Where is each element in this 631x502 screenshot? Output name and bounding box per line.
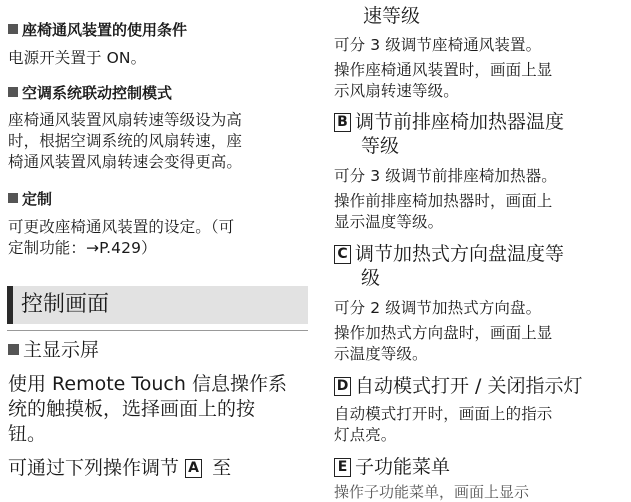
paragraph-ac-link	[8, 110, 242, 173]
heading-text: 调节加热式方向盘温度等	[355, 243, 565, 265]
text: 可通过下列操作调节	[8, 457, 180, 479]
line: 钮。	[8, 423, 47, 445]
label-box-e: E	[334, 458, 351, 477]
heading-main-display	[8, 338, 99, 362]
heading-ac-link-mode	[8, 83, 172, 103]
square-bullet-icon	[8, 344, 19, 355]
heading-text: 等级	[361, 135, 400, 157]
line: 操作座椅通风装置时，画面上显	[334, 61, 553, 79]
label-box-d: D	[334, 377, 351, 396]
heading-customize	[8, 189, 52, 209]
paragraph-power-on: 电源开关置于 ON。	[8, 49, 147, 67]
line: 可分 3 级调节前排座椅加热器。	[334, 167, 557, 185]
heading-text: 子功能菜单	[355, 456, 451, 478]
line: 可更改座椅通风装置的设定。（可	[8, 218, 235, 236]
line: 椅通风装置风扇转速会变得更高。	[8, 153, 243, 171]
square-bullet-icon	[8, 193, 18, 203]
heading-text: 调节前排座椅加热器温度	[355, 111, 565, 133]
heading-item-c	[334, 242, 564, 290]
line: 座椅通风装置风扇转速等级设为高	[8, 111, 243, 129]
heading-continued: 速等级	[363, 5, 421, 27]
heading-usage-conditions	[8, 20, 187, 40]
label-box-b: B	[334, 113, 351, 132]
title-accent	[7, 286, 13, 324]
line: 时，根据空调系统的风扇转速，座	[8, 132, 243, 150]
paragraph-remote-touch	[8, 372, 287, 447]
line: 灯点亮。	[334, 426, 397, 444]
heading-text: 定制	[22, 190, 53, 208]
line: 自动模式打开时，画面上的指示	[334, 405, 553, 423]
line: 操作前排座椅加热器时，画面上	[334, 192, 553, 210]
line: 操作加热式方向盘时，画面上显	[334, 324, 553, 342]
heading-item-b	[334, 110, 564, 158]
line: 统的触摸板，选择画面上的按	[8, 398, 256, 420]
label-box-c: C	[334, 245, 351, 264]
paragraph-ventilation	[334, 35, 552, 102]
heading-text: 主显示屏	[23, 339, 100, 361]
line: 使用 Remote Touch 信息操作系	[8, 373, 287, 395]
line: 示风扇转速等级。	[334, 82, 459, 100]
heading-item-d	[334, 374, 582, 398]
section-title: 控制画面	[21, 292, 110, 317]
heading-text: 自动模式打开 / 关闭指示灯	[355, 375, 583, 397]
heading-text: 级	[361, 267, 381, 289]
square-bullet-icon	[8, 87, 18, 97]
line-page-ref: 定制功能：→P.429）	[8, 239, 157, 257]
square-bullet-icon	[8, 24, 18, 34]
paragraph-item-d	[334, 404, 552, 446]
paragraph-item-c	[334, 298, 552, 365]
clipped-next-line	[334, 478, 624, 501]
paragraph-adjust	[8, 456, 231, 480]
heading-text: 座椅通风装置的使用条件	[22, 21, 188, 39]
section-title-bar	[7, 286, 308, 324]
paragraph-item-b	[334, 166, 557, 233]
heading-text: 空调系统联动控制模式	[22, 84, 173, 102]
line: 示温度等级。	[334, 345, 428, 363]
line: 显示温度等级。	[334, 213, 444, 231]
text: 至	[212, 457, 232, 479]
line: 可分 3 级调节座椅通风装置。	[334, 36, 542, 54]
paragraph-customize	[8, 217, 234, 259]
line: 操作子功能菜单，画面上显示	[334, 483, 530, 501]
divider	[7, 330, 308, 331]
label-box-a: A	[185, 459, 202, 478]
heading-item-e	[334, 455, 450, 479]
line: 可分 2 级调节加热式方向盘。	[334, 299, 542, 317]
